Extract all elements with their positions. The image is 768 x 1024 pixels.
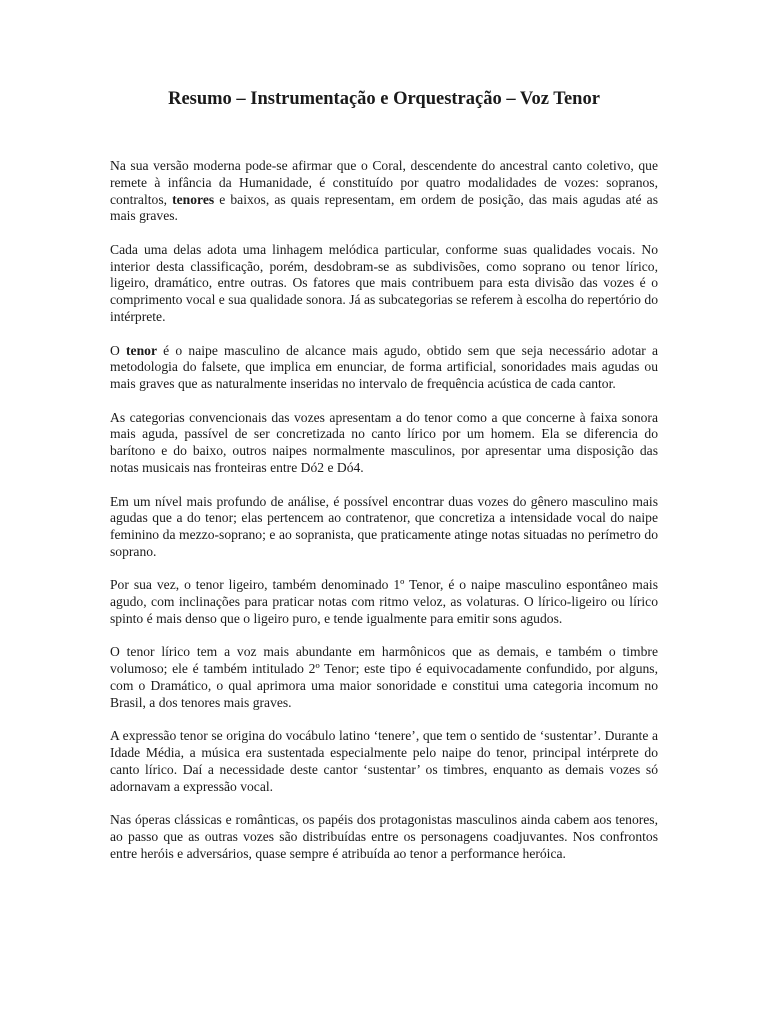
- paragraph-8: A expressão tenor se origina do vocábulo latino ‘tenere’, que tem o sentido de ‘sustentar’. Durante a Idade Média, a música era sustentada especialmente pelo naipe do tenor, principal intérprete do canto lírico. Daí a necessidade deste cantor ‘sustentar’ os timbres, enquanto as demais vozes só adornavam a expressão vocal.: [110, 728, 658, 794]
- paragraph-1-text-end: e baixos, as quais representam, em ordem de posição, das mais agudas até as mais graves.: [110, 191, 659, 224]
- document-body: [110, 158, 658, 879]
- paragraph-3: [110, 343, 658, 393]
- paragraph-9: Nas óperas clássicas e românticas, os papéis dos protagonistas masculinos ainda cabem aos tenores, ao passo que as outras vozes são distribuídas entre os personagens coadjuvantes. Nos confrontos entre heróis e adversários, quase sempre é atribuída ao tenor a performance heróica.: [110, 812, 658, 861]
- paragraph-2: Cada uma delas adota uma linhagem melódica particular, conforme suas qualidades vocais. No interior desta classificação, porém, desdobram-se as subdivisões, como soprano ou tenor lírico, ligeiro, dramático, entre outras. Os fatores que mais contribuem para esta divisão das vozes é o comprimento vocal e sua qualidade sonora. Já as subcategorias se referem à escolha do repertório do intérprete.: [110, 241, 658, 325]
- bold-term-tenor: tenor: [126, 342, 157, 358]
- paragraph-5: Em um nível mais profundo de análise, é possível encontrar duas vozes do gênero masculino mais agudas que a do tenor; elas pertencem ao contratenor, que concretiza a intensidade vocal do naipe feminino da mezzo-soprano; e ao sopranista, que praticamente atinge notas situadas no perímetro do soprano.: [110, 493, 658, 559]
- paragraph-3-text-end: é o naipe masculino de alcance mais agudo, obtido sem que seja necessário adotar a metodologia do falsete, que implica em enunciar, de forma artificial, sonoridades mais agudas ou mais graves que as naturalmente inseridas no intervalo de frequência acústica de cada cantor.: [110, 342, 659, 392]
- paragraph-4: As categorias convencionais das vozes apresentam a do tenor como a que concerne à faixa sonora mais aguda, passível de ser concretizada no canto lírico por um homem. Ela se diferencia do barítono e do baixo, outros naipes normalmente masculinos, por apresentar uma disposição das notas musicais nas fronteiras entre Dó2 e Dó4.: [110, 409, 658, 476]
- paragraph-3-text-start: O: [110, 342, 127, 358]
- paragraph-1-text-start: Na sua versão moderna pode-se afirmar que o Coral, descendente do ancestral canto coletivo, que remete à infância da Humanidade, é constituído por quatro modalidades de vozes: sopranos, contraltos,: [110, 158, 658, 207]
- paragraph-6: Por sua vez, o tenor ligeiro, também denominado 1º Tenor, é o naipe masculino espontâneo mais agudo, com inclinações para praticar notas com ritmo veloz, as volaturas. O lírico-ligeiro ou lírico spinto é mais denso que o ligeiro puro, e tende igualmente para emitir sons agudos.: [110, 577, 658, 626]
- paragraph-1: [110, 158, 658, 225]
- document-title: Resumo – Instrumentação e Orquestração – Voz Tenor: [168, 89, 600, 109]
- paragraph-7: O tenor lírico tem a voz mais abundante em harmônicos que as demais, e também o timbre volumoso; ele é também intitulado 2º Tenor; este tipo é equivocadamente confundido, por alguns, com o Dramático, o qual aprimora uma maior sonoridade e constitui uma categoria incomum no Brasil, a dos tenores mais graves.: [110, 644, 658, 710]
- bold-term-tenores: tenores: [172, 191, 215, 207]
